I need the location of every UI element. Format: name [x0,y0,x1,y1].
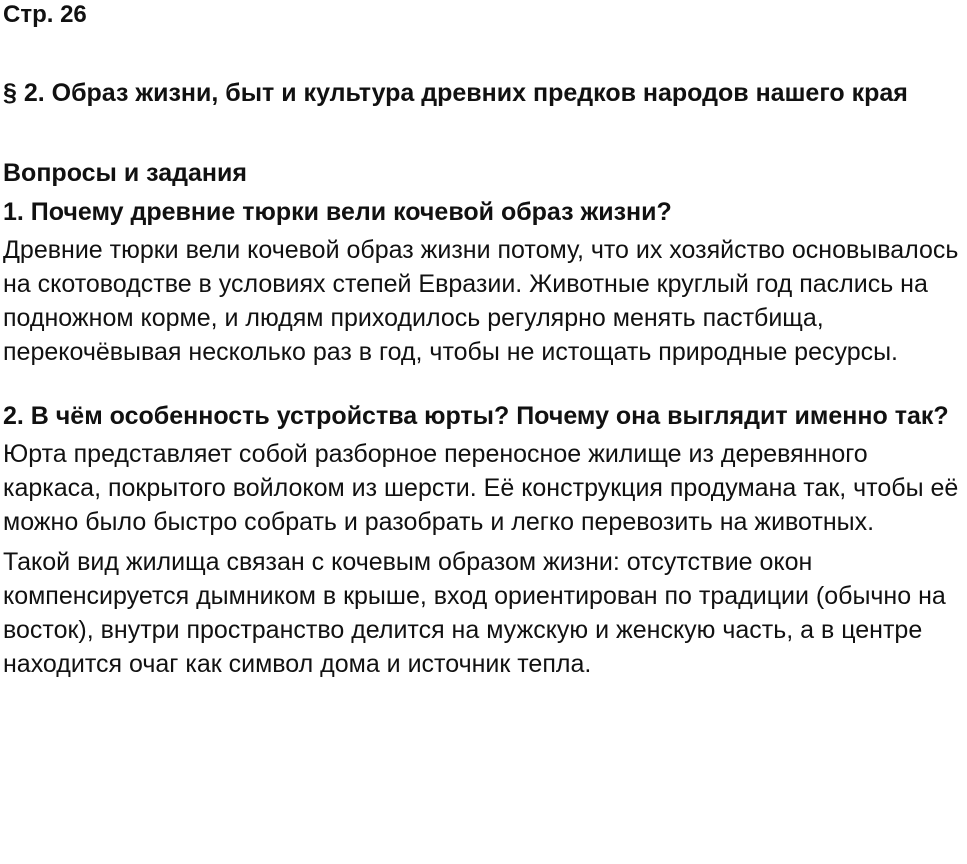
question-1: 1. Почему древние тюрки вели кочевой образ жизни? [3,198,672,226]
section-title: § 2. Образ жизни, быт и культура древних предков народов нашего края [3,79,908,107]
answer-1-paragraph-1: Древние тюрки вели кочевой образ жизни потому, что их хозяйство основывалось на скотоводстве в условиях степей Евразии. Животные круглый год паслись на подножном корме, и людям приходилось регулярно менять пастбища, перекочёвывая несколько раз в год, чтобы не истощать природные ресурсы. [3,236,959,366]
question-2: 2. В чём особенность устройства юрты? Почему она выглядит именно так? [3,402,949,430]
answer-2-paragraph-2: Такой вид жилища связан с кочевым образом жизни: отсутствие окон компенсируется дымником в крыше, вход ориентирован по традиции (обычно на восток), внутри пространство делится на мужскую и женскую часть, а в центре находится очаг как символ дома и источник тепла. [3,548,946,678]
question-block-1 [3,195,967,369]
answer-2-paragraph-1: Юрта представляет собой разборное переносное жилище из деревянного каркаса, покрытого войлоком из шерсти. Её конструкция продумана так, чтобы её можно было быстро собрать и разобрать и легко перевозить на животных. [3,440,959,536]
page-number: Стр. 26 [3,1,87,28]
questions-heading: Вопросы и задания [3,159,247,187]
question-block-2 [3,399,967,681]
